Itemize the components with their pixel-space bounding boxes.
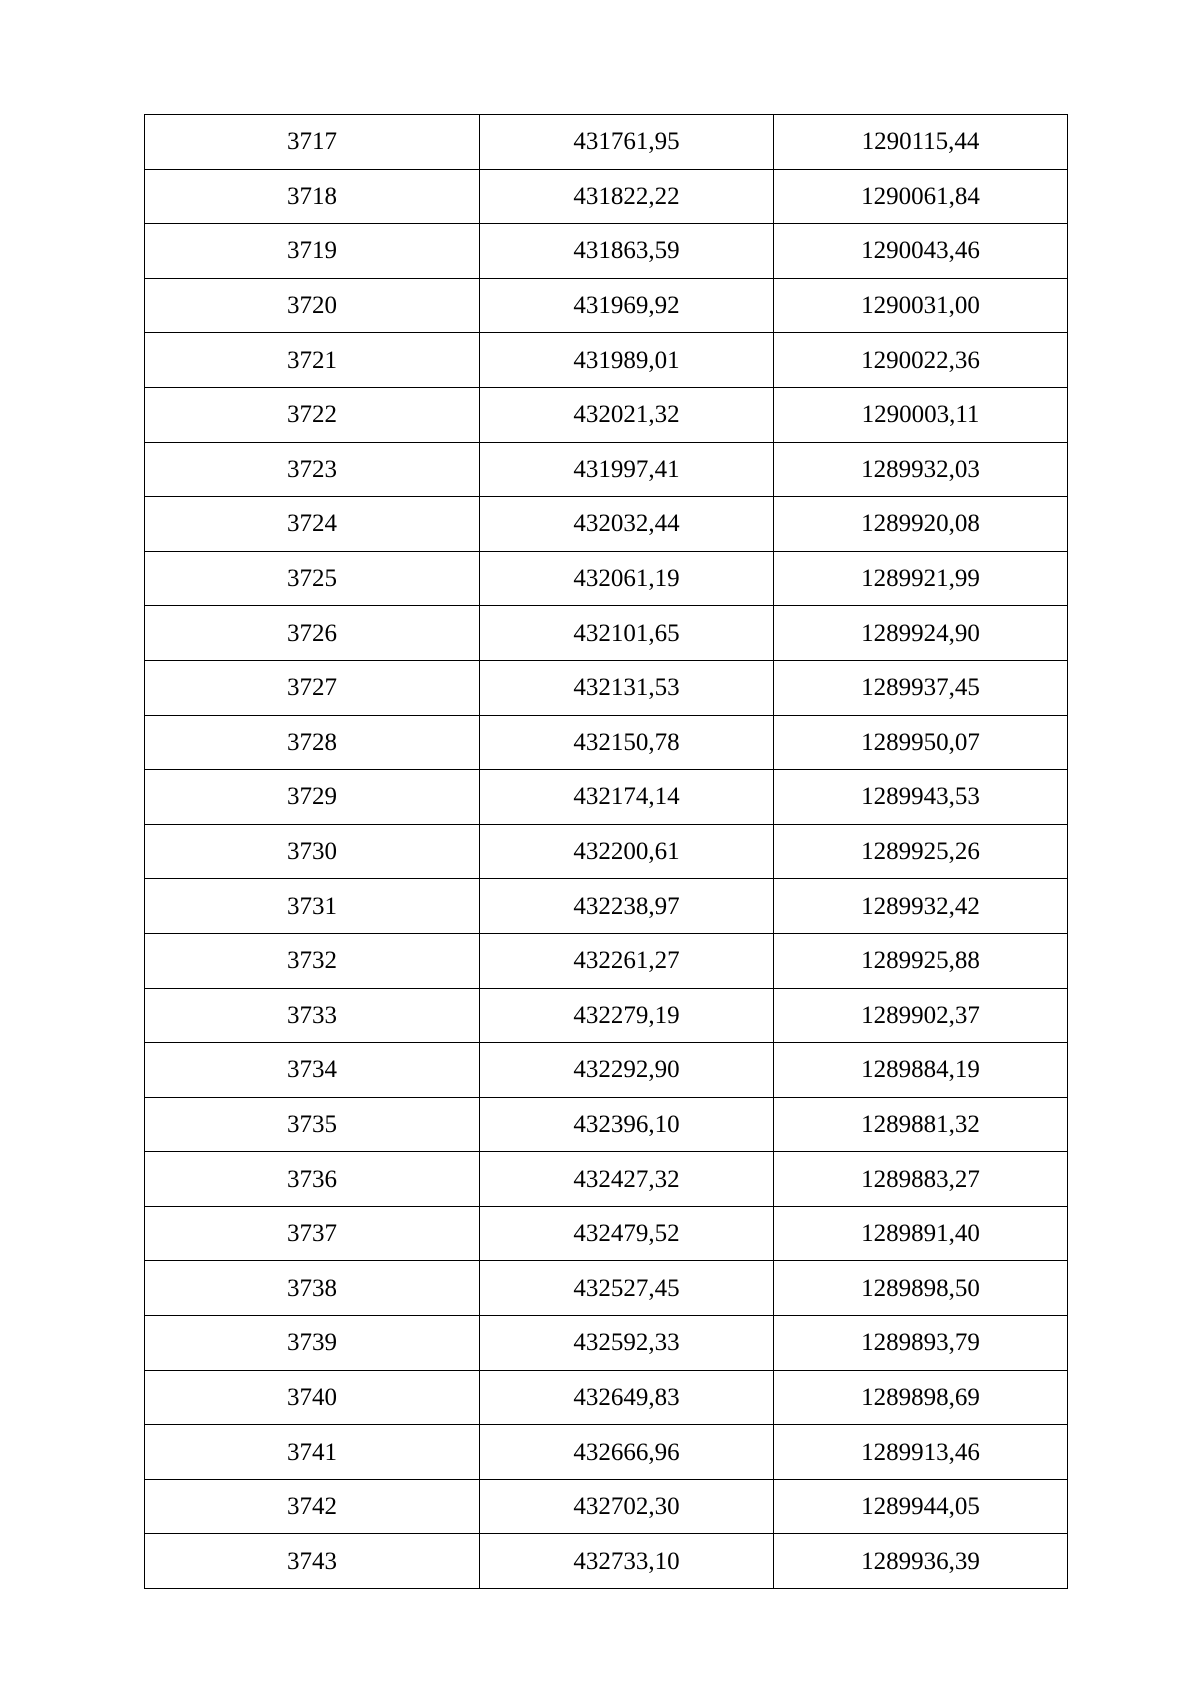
- y-coordinate-cell: 1289881,32: [774, 1097, 1068, 1152]
- table-row: [145, 1425, 1068, 1480]
- x-coordinate-cell: 432649,83: [480, 1370, 774, 1425]
- table-row: [145, 333, 1068, 388]
- table-row: [145, 497, 1068, 552]
- x-coordinate-cell: 431822,22: [480, 169, 774, 224]
- point-number-cell: 3734: [145, 1043, 480, 1098]
- y-coordinate-cell: 1290003,11: [774, 387, 1068, 442]
- y-coordinate-cell: 1289902,37: [774, 988, 1068, 1043]
- point-number-cell: 3724: [145, 497, 480, 552]
- x-coordinate-cell: 432702,30: [480, 1479, 774, 1534]
- y-coordinate-cell: 1289932,03: [774, 442, 1068, 497]
- x-coordinate-cell: 432238,97: [480, 879, 774, 934]
- point-number-cell: 3726: [145, 606, 480, 661]
- table-row: [145, 442, 1068, 497]
- y-coordinate-cell: 1289884,19: [774, 1043, 1068, 1098]
- point-number-cell: 3722: [145, 387, 480, 442]
- y-coordinate-cell: 1289944,05: [774, 1479, 1068, 1534]
- y-coordinate-cell: 1290022,36: [774, 333, 1068, 388]
- y-coordinate-cell: 1289920,08: [774, 497, 1068, 552]
- x-coordinate-cell: 431997,41: [480, 442, 774, 497]
- x-coordinate-cell: 431969,92: [480, 278, 774, 333]
- y-coordinate-cell: 1289913,46: [774, 1425, 1068, 1480]
- point-number-cell: 3727: [145, 660, 480, 715]
- coordinates-table: [144, 114, 1068, 1589]
- table-row: [145, 660, 1068, 715]
- x-coordinate-cell: 432131,53: [480, 660, 774, 715]
- table-row: [145, 278, 1068, 333]
- coordinates-table-body: [145, 115, 1068, 1589]
- y-coordinate-cell: 1290115,44: [774, 115, 1068, 170]
- x-coordinate-cell: 432427,32: [480, 1152, 774, 1207]
- point-number-cell: 3743: [145, 1534, 480, 1589]
- table-row: [145, 933, 1068, 988]
- table-row: [145, 1534, 1068, 1589]
- y-coordinate-cell: 1290031,00: [774, 278, 1068, 333]
- table-row: [145, 1316, 1068, 1371]
- point-number-cell: 3719: [145, 224, 480, 279]
- point-number-cell: 3738: [145, 1261, 480, 1316]
- x-coordinate-cell: 432733,10: [480, 1534, 774, 1589]
- table-row: [145, 879, 1068, 934]
- y-coordinate-cell: 1289937,45: [774, 660, 1068, 715]
- x-coordinate-cell: 432261,27: [480, 933, 774, 988]
- table-row: [145, 1097, 1068, 1152]
- point-number-cell: 3730: [145, 824, 480, 879]
- table-row: [145, 551, 1068, 606]
- y-coordinate-cell: 1289936,39: [774, 1534, 1068, 1589]
- y-coordinate-cell: 1289943,53: [774, 770, 1068, 825]
- y-coordinate-cell: 1290061,84: [774, 169, 1068, 224]
- point-number-cell: 3720: [145, 278, 480, 333]
- point-number-cell: 3718: [145, 169, 480, 224]
- x-coordinate-cell: 432174,14: [480, 770, 774, 825]
- y-coordinate-cell: 1289898,69: [774, 1370, 1068, 1425]
- x-coordinate-cell: 432200,61: [480, 824, 774, 879]
- table-row: [145, 1043, 1068, 1098]
- y-coordinate-cell: 1289921,99: [774, 551, 1068, 606]
- point-number-cell: 3737: [145, 1206, 480, 1261]
- y-coordinate-cell: 1290043,46: [774, 224, 1068, 279]
- x-coordinate-cell: 432396,10: [480, 1097, 774, 1152]
- point-number-cell: 3725: [145, 551, 480, 606]
- x-coordinate-cell: 432032,44: [480, 497, 774, 552]
- table-row: [145, 1261, 1068, 1316]
- point-number-cell: 3732: [145, 933, 480, 988]
- x-coordinate-cell: 432021,32: [480, 387, 774, 442]
- y-coordinate-cell: 1289932,42: [774, 879, 1068, 934]
- table-row: [145, 715, 1068, 770]
- table-row: [145, 770, 1068, 825]
- y-coordinate-cell: 1289925,26: [774, 824, 1068, 879]
- x-coordinate-cell: 431863,59: [480, 224, 774, 279]
- x-coordinate-cell: 432479,52: [480, 1206, 774, 1261]
- table-row: [145, 824, 1068, 879]
- point-number-cell: 3729: [145, 770, 480, 825]
- y-coordinate-cell: 1289925,88: [774, 933, 1068, 988]
- y-coordinate-cell: 1289898,50: [774, 1261, 1068, 1316]
- x-coordinate-cell: 432061,19: [480, 551, 774, 606]
- x-coordinate-cell: 431761,95: [480, 115, 774, 170]
- point-number-cell: 3733: [145, 988, 480, 1043]
- table-row: [145, 1370, 1068, 1425]
- point-number-cell: 3723: [145, 442, 480, 497]
- table-row: [145, 1479, 1068, 1534]
- point-number-cell: 3741: [145, 1425, 480, 1480]
- point-number-cell: 3731: [145, 879, 480, 934]
- table-row: [145, 988, 1068, 1043]
- x-coordinate-cell: 432150,78: [480, 715, 774, 770]
- table-row: [145, 115, 1068, 170]
- point-number-cell: 3740: [145, 1370, 480, 1425]
- table-row: [145, 1152, 1068, 1207]
- x-coordinate-cell: 432101,65: [480, 606, 774, 661]
- x-coordinate-cell: 432279,19: [480, 988, 774, 1043]
- y-coordinate-cell: 1289883,27: [774, 1152, 1068, 1207]
- table-row: [145, 387, 1068, 442]
- point-number-cell: 3728: [145, 715, 480, 770]
- point-number-cell: 3717: [145, 115, 480, 170]
- x-coordinate-cell: 432292,90: [480, 1043, 774, 1098]
- y-coordinate-cell: 1289891,40: [774, 1206, 1068, 1261]
- table-row: [145, 606, 1068, 661]
- y-coordinate-cell: 1289893,79: [774, 1316, 1068, 1371]
- y-coordinate-cell: 1289924,90: [774, 606, 1068, 661]
- point-number-cell: 3739: [145, 1316, 480, 1371]
- x-coordinate-cell: 432592,33: [480, 1316, 774, 1371]
- table-row: [145, 1206, 1068, 1261]
- x-coordinate-cell: 432527,45: [480, 1261, 774, 1316]
- point-number-cell: 3736: [145, 1152, 480, 1207]
- table-row: [145, 224, 1068, 279]
- table-row: [145, 169, 1068, 224]
- x-coordinate-cell: 431989,01: [480, 333, 774, 388]
- point-number-cell: 3742: [145, 1479, 480, 1534]
- point-number-cell: 3721: [145, 333, 480, 388]
- x-coordinate-cell: 432666,96: [480, 1425, 774, 1480]
- point-number-cell: 3735: [145, 1097, 480, 1152]
- y-coordinate-cell: 1289950,07: [774, 715, 1068, 770]
